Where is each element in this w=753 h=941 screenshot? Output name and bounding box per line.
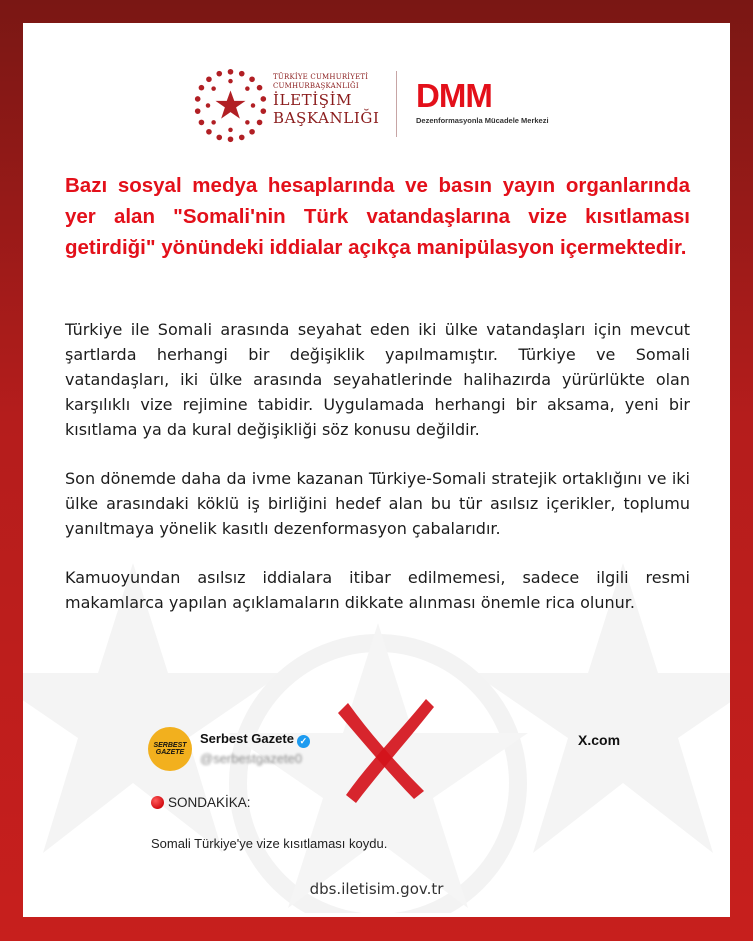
tweet-text: Somali Türkiye'ye vize kısıtlaması koydu.	[151, 836, 388, 851]
paragraph-3: Kamuoyundan asılsız iddialara itibar edilmemesi, sadece ilgili resmi makamlarca yapılan açıklamaların dikkate alınması önemle rica olunur.	[65, 568, 690, 612]
dmm-wordmark	[416, 82, 562, 110]
header-divider	[396, 71, 397, 137]
paragraph-2: Son dönemde daha da ivme kazanan Türkiye-Somali stratejik ortaklığını ve iki ülke arasındaki köklü iş birliğini hedef alan bu tür asılsız içerikler, toplumu yanıltmaya yönelik kasıtlı dezenformasyon çabalarıdır.	[65, 469, 690, 538]
red-circle-icon	[151, 796, 164, 809]
dmm-subtitle: Dezenformasyonla Mücadele Merkezi	[416, 116, 549, 125]
account-name	[200, 731, 310, 748]
header	[23, 68, 730, 143]
verified-badge-icon: ✓	[297, 735, 310, 748]
account-handle: @serbestgazete0	[200, 751, 303, 766]
platform-label: X.com	[578, 732, 621, 748]
svg-text:DMM: DMM	[416, 82, 492, 110]
tweet-screenshot	[148, 723, 648, 858]
logo-big-line-1: İLETİŞİM	[273, 91, 353, 109]
notice-card	[23, 23, 730, 917]
breaking-text: SONDAKİKA:	[168, 795, 251, 810]
star-emblem-icon	[193, 68, 268, 143]
avatar: SERBEST GAZETE	[148, 727, 192, 771]
iletisim-logo-text	[273, 73, 379, 127]
account-name-text: Serbest Gazete	[200, 731, 294, 746]
dmm-logo	[416, 82, 562, 125]
logo-small-line-1: TÜRKİYE CUMHURİYETİ	[273, 73, 369, 81]
paragraph-1: Türkiye ile Somali arasında seyahat eden iki ülke vatandaşları için mevcut şartlarda herhangi bir değişiklik yapılmamıştır. Türkiye ve Somali vatandaşları, iki ülke arasında seyahatlerinde halihazırda yürürlükte olan karşılıklı vize rejimine tabidir. Uygulamada herhangi bir aksama, yeni bir kısıtlama ya da kural değişikliği söz konusu değildir.	[65, 320, 690, 439]
red-cross-icon	[326, 695, 436, 805]
logo-big-line-2: BAŞKANLIĞI	[273, 109, 380, 127]
body-text	[65, 317, 690, 639]
breaking-label	[151, 795, 251, 810]
headline: Bazı sosyal medya hesaplarında ve basın yayın organlarında yer alan "Somali'nin Türk vatandaşlarına vize kısıtlaması getirdiği" yönündeki iddialar açıkça manipülasyon içermektedir.	[65, 174, 690, 259]
logo-small-line-2: CUMHURBAŞKANLIĞI	[273, 82, 359, 90]
footer-url: dbs.iletisim.gov.tr	[309, 880, 444, 898]
